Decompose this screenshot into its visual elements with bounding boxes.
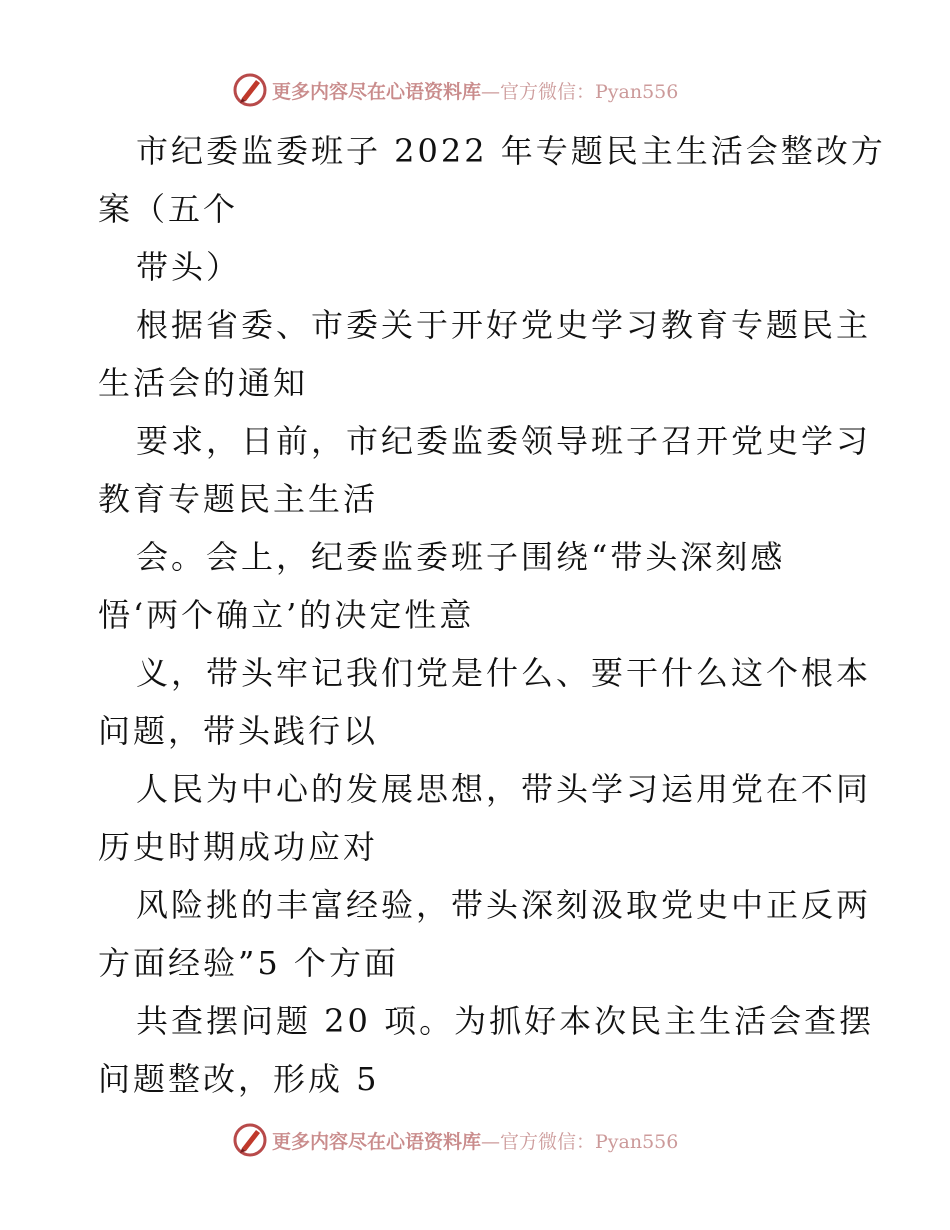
document-body — [98, 122, 886, 1108]
text-line: 方面经验”5 个方面 — [98, 944, 399, 982]
watermark-text: 更多内容尽在心语资料库—官方微信：Pyan556 — [272, 1130, 679, 1153]
text-line: 问题，带头践行以 — [98, 712, 379, 750]
watermark-header — [232, 70, 678, 110]
text-line: 人民为中心的发展思想，带头学习运用党在不同 — [136, 770, 872, 808]
text-line: 义，带头牢记我们党是什么、要干什么这个根本 — [136, 654, 872, 692]
text-line: 市纪委监委班子 2022 年专题民主生活会整改方 — [136, 132, 886, 170]
text-line: 生活会的通知 — [98, 364, 309, 402]
pen-logo-icon — [232, 72, 268, 108]
text-line: 会。会上，纪委监委班子围绕“带头深刻感 — [136, 538, 786, 576]
text-line: 案（五个 — [98, 190, 239, 228]
pen-logo-icon — [232, 1122, 268, 1158]
text-line: 悟‘两个确立’的决定性意 — [98, 596, 475, 634]
text-line: 风险挑的丰富经验，带头深刻汲取党史中正反两 — [136, 886, 872, 924]
text-line: 根据省委、市委关于开好党史学习教育专题民主 — [136, 306, 872, 344]
text-line: 问题整改，形成 5 — [98, 1060, 380, 1098]
text-line: 共查摆问题 20 项。为抓好本次民主生活会查摆 — [136, 1002, 875, 1040]
text-line: 要求，日前，市纪委监委领导班子召开党史学习 — [136, 422, 872, 460]
text-line: 教育专题民主生活 — [98, 480, 379, 518]
watermark-text: 更多内容尽在心语资料库—官方微信：Pyan556 — [272, 80, 679, 103]
watermark-footer — [232, 1120, 678, 1160]
text-line: 带头） — [136, 248, 242, 286]
text-line: 历史时期成功应对 — [98, 828, 379, 866]
